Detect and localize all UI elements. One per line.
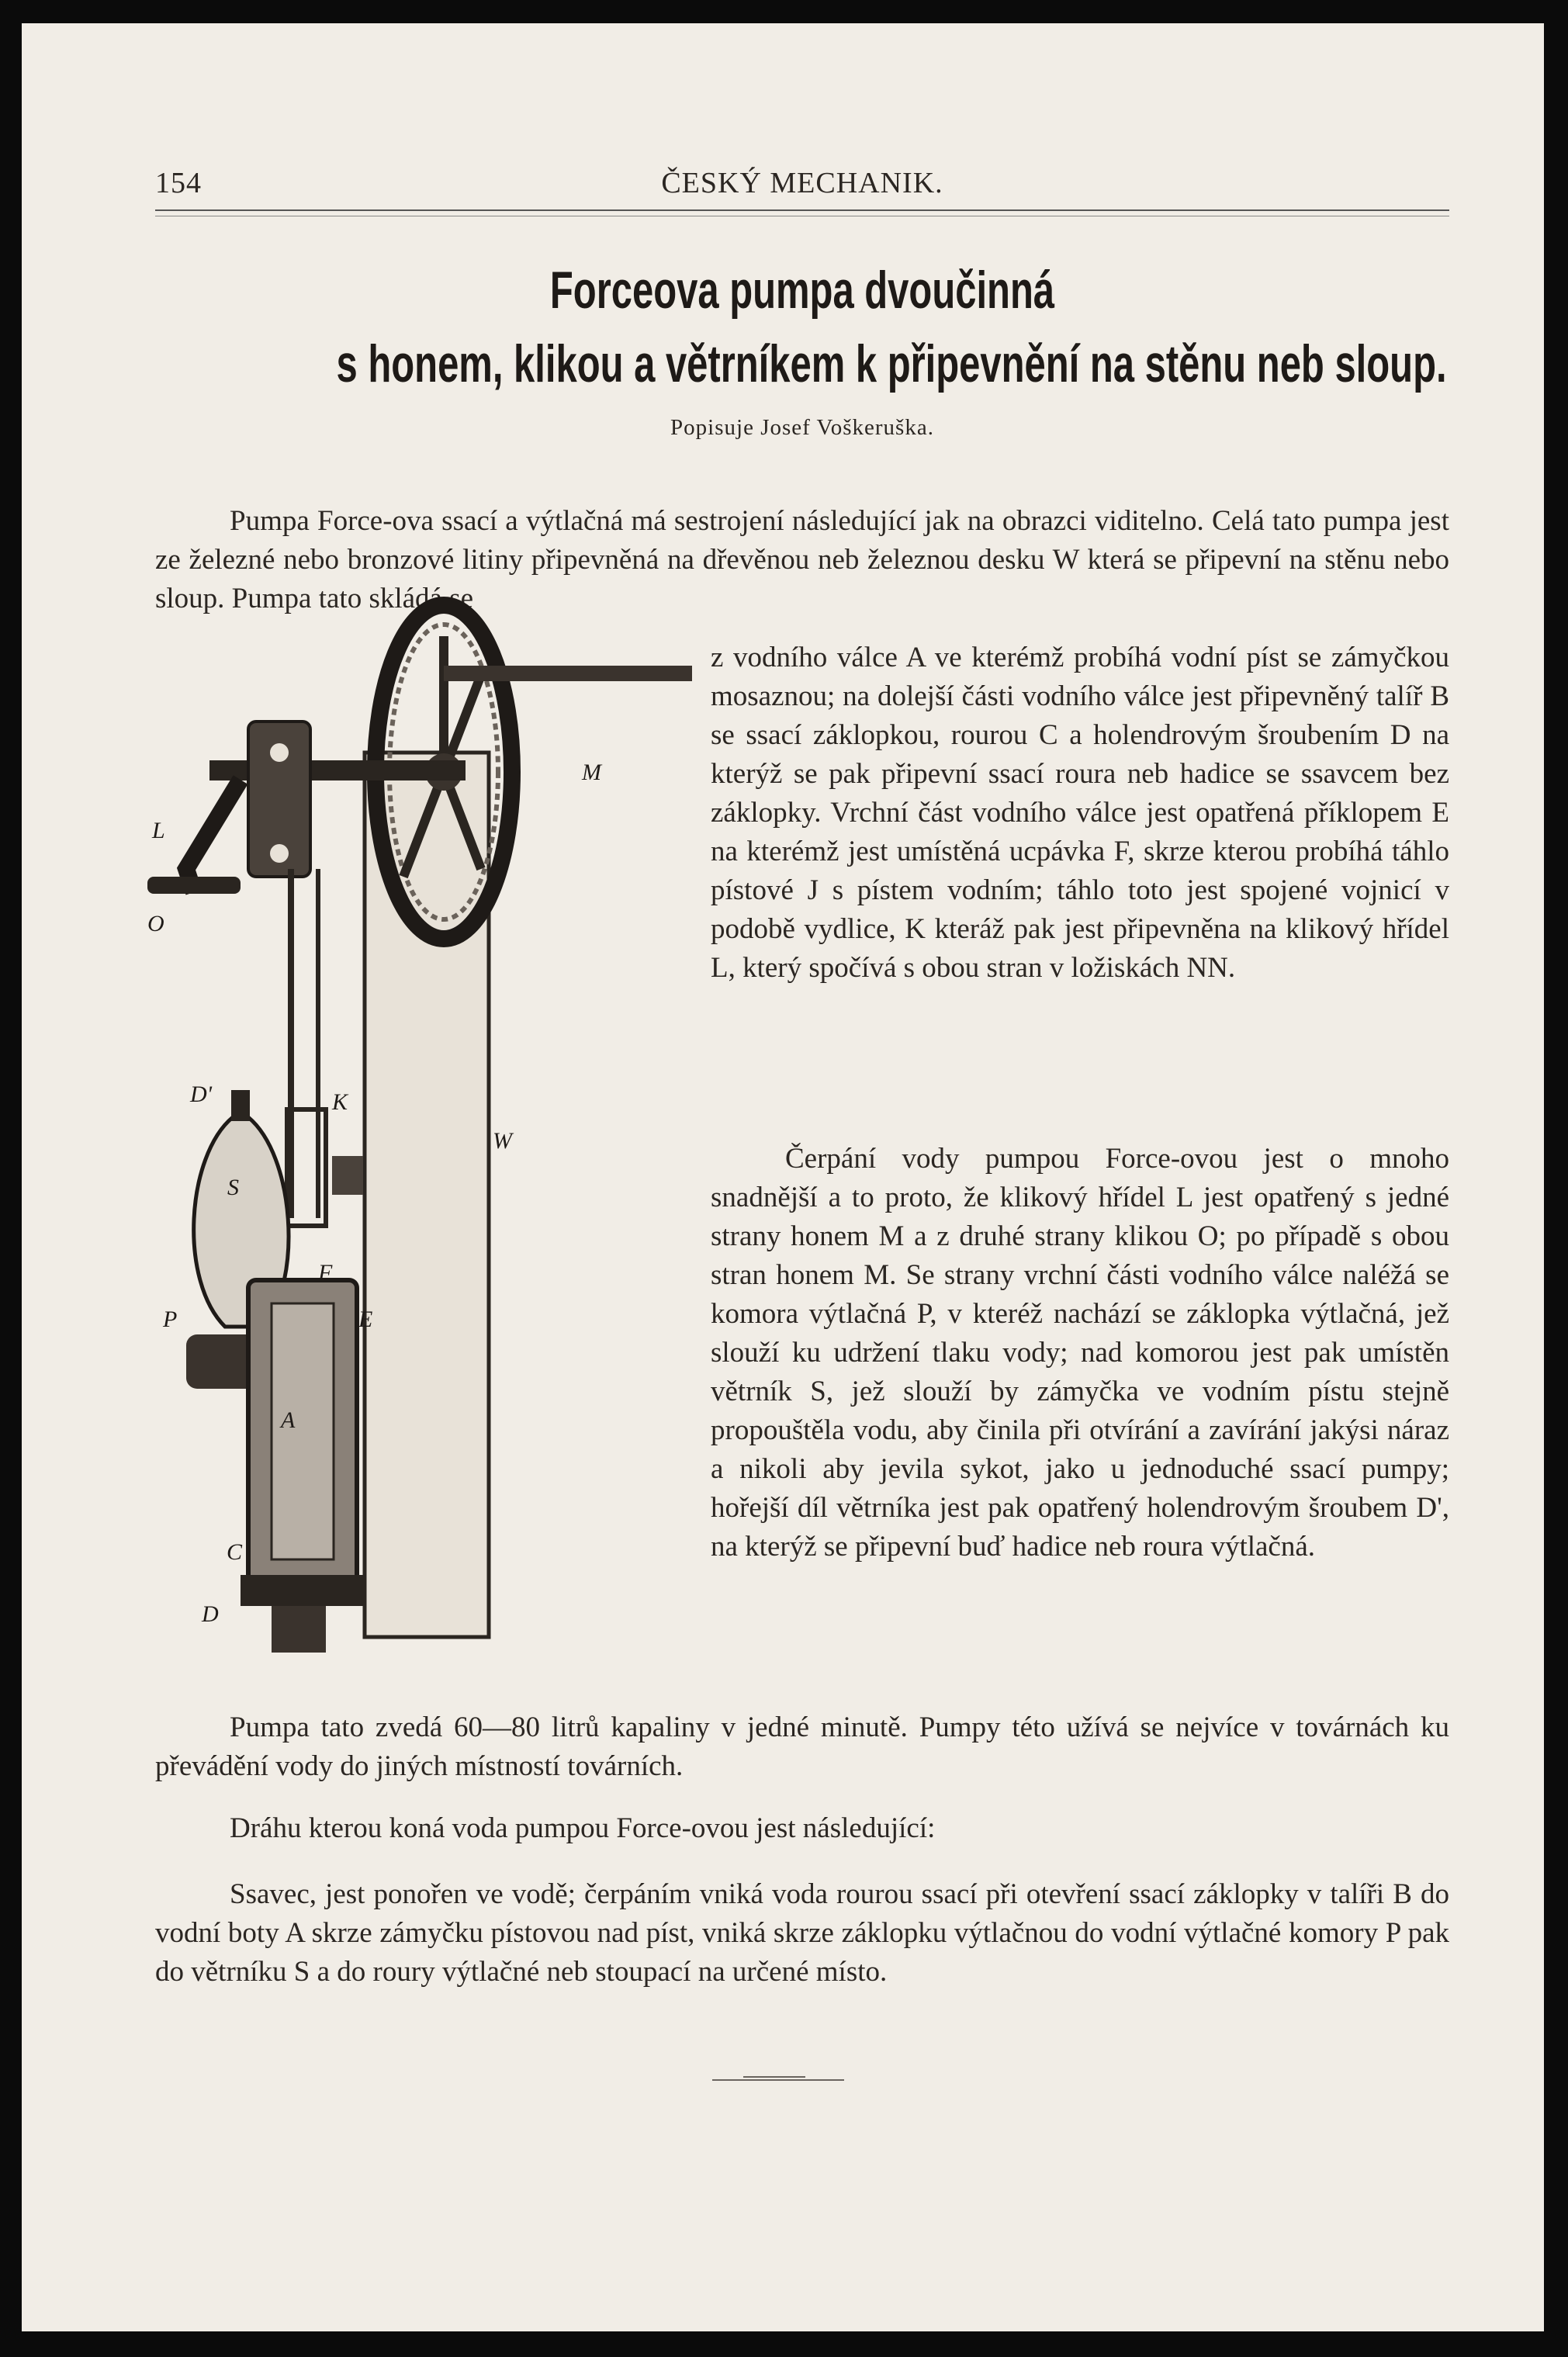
label-O: O [147,911,164,936]
paragraph-path: Ssavec, jest ponořen ve vodě; čerpáním vniká voda rourou ssací při otevření ssací záklopky v talíři B do vodní boty A skrze zámyčku pístovou nad píst, vniká skrze záklopku výtlačnou do vodní výtlačné komory P pak do větrníku S a do roury výtlačné neb stoupací na určené místo. [155,1878,1449,1988]
union-nut [272,1606,326,1653]
article-title-line1: Forceova pumpa dvoučinná [549,261,1055,320]
label-A: A [281,1407,296,1433]
paragraph-capacity: Pumpa tato zvedá 60—80 litrů kapaliny v jedné minutě. Pumpy této užívá se nejvíce v továrnách ku převádění vody do jiných místností továrních. [155,1712,1449,1782]
label-D: D [202,1601,219,1627]
crank-arm [186,780,241,892]
running-title: ČESKÝ MECHANIK. [661,167,943,199]
article-byline: Popisuje Josef Voškeruška. [670,415,934,440]
label-S: S [227,1175,239,1200]
suction-plate [241,1575,365,1606]
label-E: E [358,1307,373,1332]
page-header [155,147,1449,202]
label-P: P [163,1307,178,1332]
paragraph-intro: Pumpa Force-ova ssací a výtlačná má sestrojení následující jak na obrazci viditelno. Celá tato pumpa jest ze železné nebo bronzové litiny připevněná na dřevěnou neb železnou desku W která se připevní na stěnu nebo sloup. Pumpa tato skládá se [155,505,1449,614]
page-number: 154 [155,167,202,199]
label-M: M [582,760,601,785]
crank-handle [147,877,241,894]
book-page [22,23,1544,2331]
upper-handle [444,666,692,681]
label-F: F [318,1260,333,1286]
label-K: K [332,1089,348,1115]
end-ornament [712,2079,844,2081]
mounting-board [365,753,489,1637]
paragraph-parts: z vodního válce A ve kterémž probíhá vodní píst se zámyčkou mosaznou; na dolejší části vodního válce jest připevněný talíř B se ssací záklopkou, rourou C a holendrovým šroubením D na kterýž se pak připevní ssací roura neb hadice se ssavcem bez záklopky. Vrchní část vodního válce jest opatřená příklopem E na kterémž jest umístěná ucpávka F, skrze kterou probíhá táhlo pístové J s pístem vodním; táhlo toto jest spojené vojnicí v podobě vydlice, K kteráž pak jest připevněna na klikový hřídel L, který spočívá s obou stran v ložiskách NN. [711,642,1449,984]
article-title-line2: s honem, klikou a větrníkem k připevnění na stěnu neb sloup. [336,334,1447,393]
pump-drawing [147,613,698,1660]
header-rule [155,209,1449,216]
pump-illustration [147,613,698,1660]
label-C: C [227,1539,243,1565]
label-L: L [152,818,165,843]
paragraph-path-intro: Dráhu kterou koná voda pumpou Force-ovou jest následující: [230,1812,936,1844]
label-W: W [493,1128,512,1154]
paragraph-operation: Čerpání vody pumpou Force-ovou jest o mnoho snadnější a to proto, že klikový hřídel L jest opatřený s jedné strany honem M a z druhé strany klikou O; po případě s obou stran honem M. Se strany vrchní části vodního válce naléžá se komora výtlačná P, v kteréž nachází se záklopka výtlačná, jež slouží ku udržení tlaku vody; nad komorou jest pak umístěn větrník S, jež slouží by zámyčka ve vodním pístu stejně propouštěla vodu, aby činila při otvírání a zavírání jakýsi náraz a nikoli aby jevila sykot, jako u jednoduché ssací pumpy; hořejší díl větrníka jest pak opatřený holendrovým šroubem D', na kterýž se připevní buď hadice neb roura výtlačná. [711,1143,1449,1563]
label-D-prime: D' [190,1082,213,1107]
